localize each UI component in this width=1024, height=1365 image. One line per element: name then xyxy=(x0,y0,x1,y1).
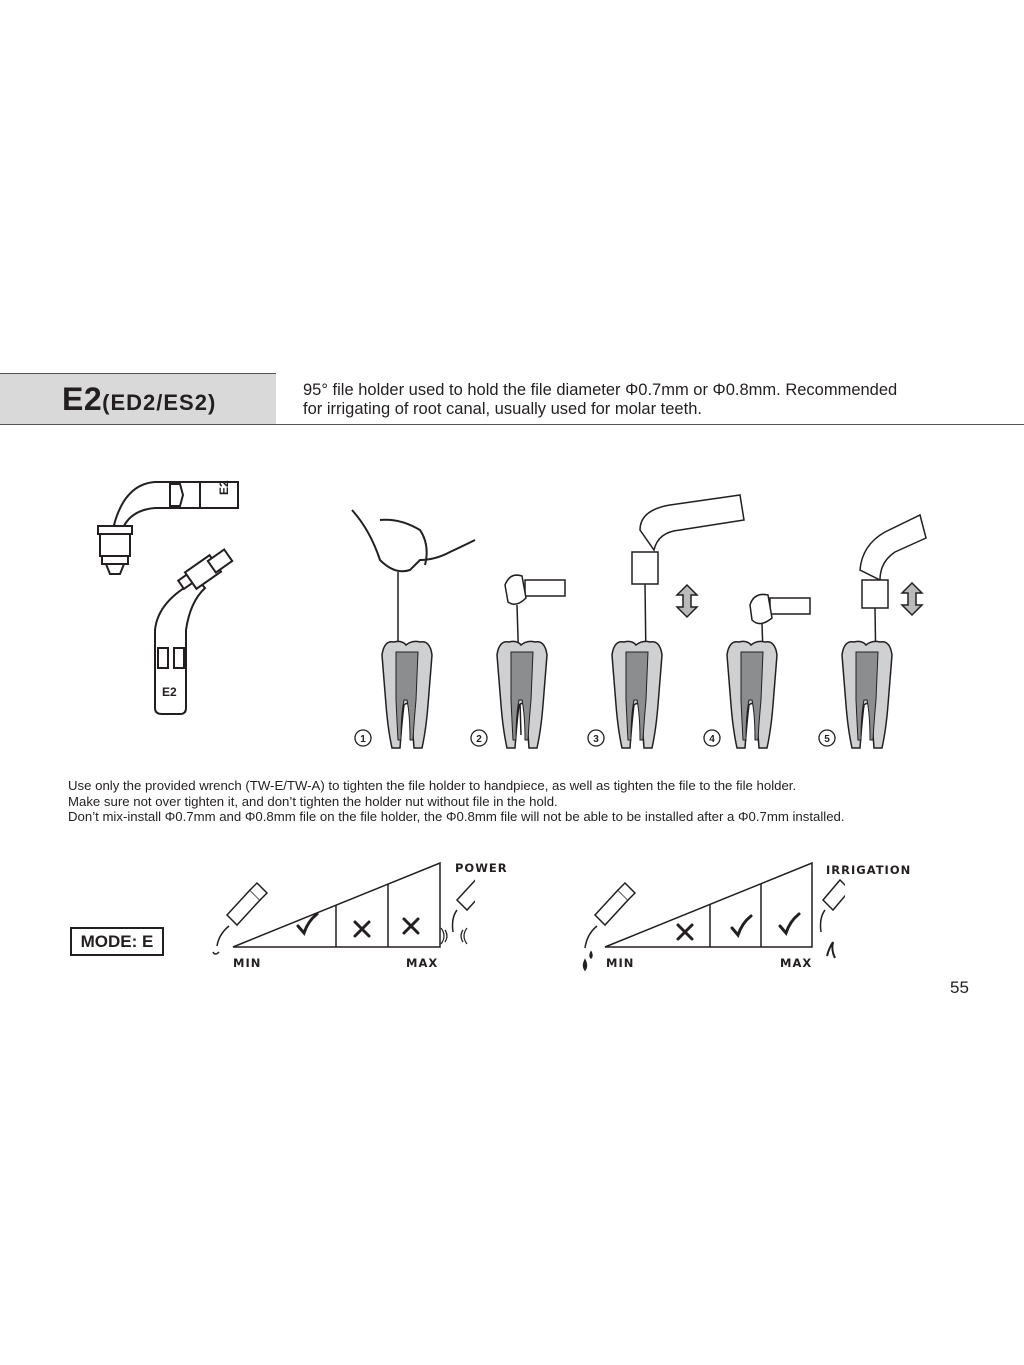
step-3-figure xyxy=(612,495,744,748)
power-min-label: MIN xyxy=(233,956,262,970)
high-irrigation-tip-icon xyxy=(821,880,846,958)
svg-text:4: 4 xyxy=(709,734,715,745)
description-line: 95° file holder used to hold the file diameter Φ0.7mm or Φ0.8mm. Recommended xyxy=(303,381,898,399)
power-scale xyxy=(205,860,475,960)
step-number xyxy=(704,730,720,746)
step-1-figure xyxy=(352,510,475,748)
header-divider xyxy=(0,424,1024,425)
svg-text:1: 1 xyxy=(360,734,366,745)
step-number xyxy=(355,730,371,746)
irrigation-min-label: MIN xyxy=(606,956,635,970)
cross-icon xyxy=(401,916,421,936)
step-number xyxy=(819,730,835,746)
step-4-figure xyxy=(727,594,810,748)
instruction-line: Use only the provided wrench (TW-E/TW-A) to tighten the file holder to handpiece, as well as tighten the file to the file holder. xyxy=(68,778,797,793)
check-icon xyxy=(729,914,755,940)
description xyxy=(303,381,1003,419)
page-title xyxy=(62,381,216,418)
tip-bottom-label: E2 xyxy=(162,685,177,699)
cross-icon xyxy=(352,919,372,939)
check-icon xyxy=(295,912,321,938)
step-number xyxy=(471,730,487,746)
svg-text:2: 2 xyxy=(476,734,482,745)
title-variants: (ED2/ES2) xyxy=(102,390,217,415)
check-icon xyxy=(777,912,803,938)
tip-top-label: E2 xyxy=(217,480,231,495)
installation-steps xyxy=(340,490,940,755)
mode-badge: MODE: E xyxy=(70,927,164,956)
cross-icon xyxy=(675,922,695,942)
step-number xyxy=(588,730,604,746)
instruction-line: Don’t mix-install Φ0.7mm and Φ0.8mm file on the file holder, the Φ0.8mm file will not be able to be installed after a Φ0.7mm installed. xyxy=(68,809,845,824)
instructions xyxy=(68,778,998,825)
power-title: POWER xyxy=(455,861,508,875)
title-model: E2 xyxy=(62,381,103,417)
page-number: 55 xyxy=(950,978,969,997)
high-power-tip-icon xyxy=(441,875,475,944)
irrigation-title: IRRIGATION xyxy=(826,863,912,877)
tip-illustration xyxy=(70,470,250,720)
instruction-line: Make sure not over tighten it, and don’t tighten the holder nut without file in the hold. xyxy=(68,793,558,809)
power-max-label: MAX xyxy=(406,956,439,970)
irrigation-max-label: MAX xyxy=(780,956,813,970)
step-5-figure xyxy=(842,515,926,748)
description-line: for irrigating of root canal, usually used for molar teeth. xyxy=(303,400,702,418)
svg-text:5: 5 xyxy=(824,734,830,745)
step-2-figure xyxy=(497,575,565,748)
svg-text:3: 3 xyxy=(593,734,599,745)
